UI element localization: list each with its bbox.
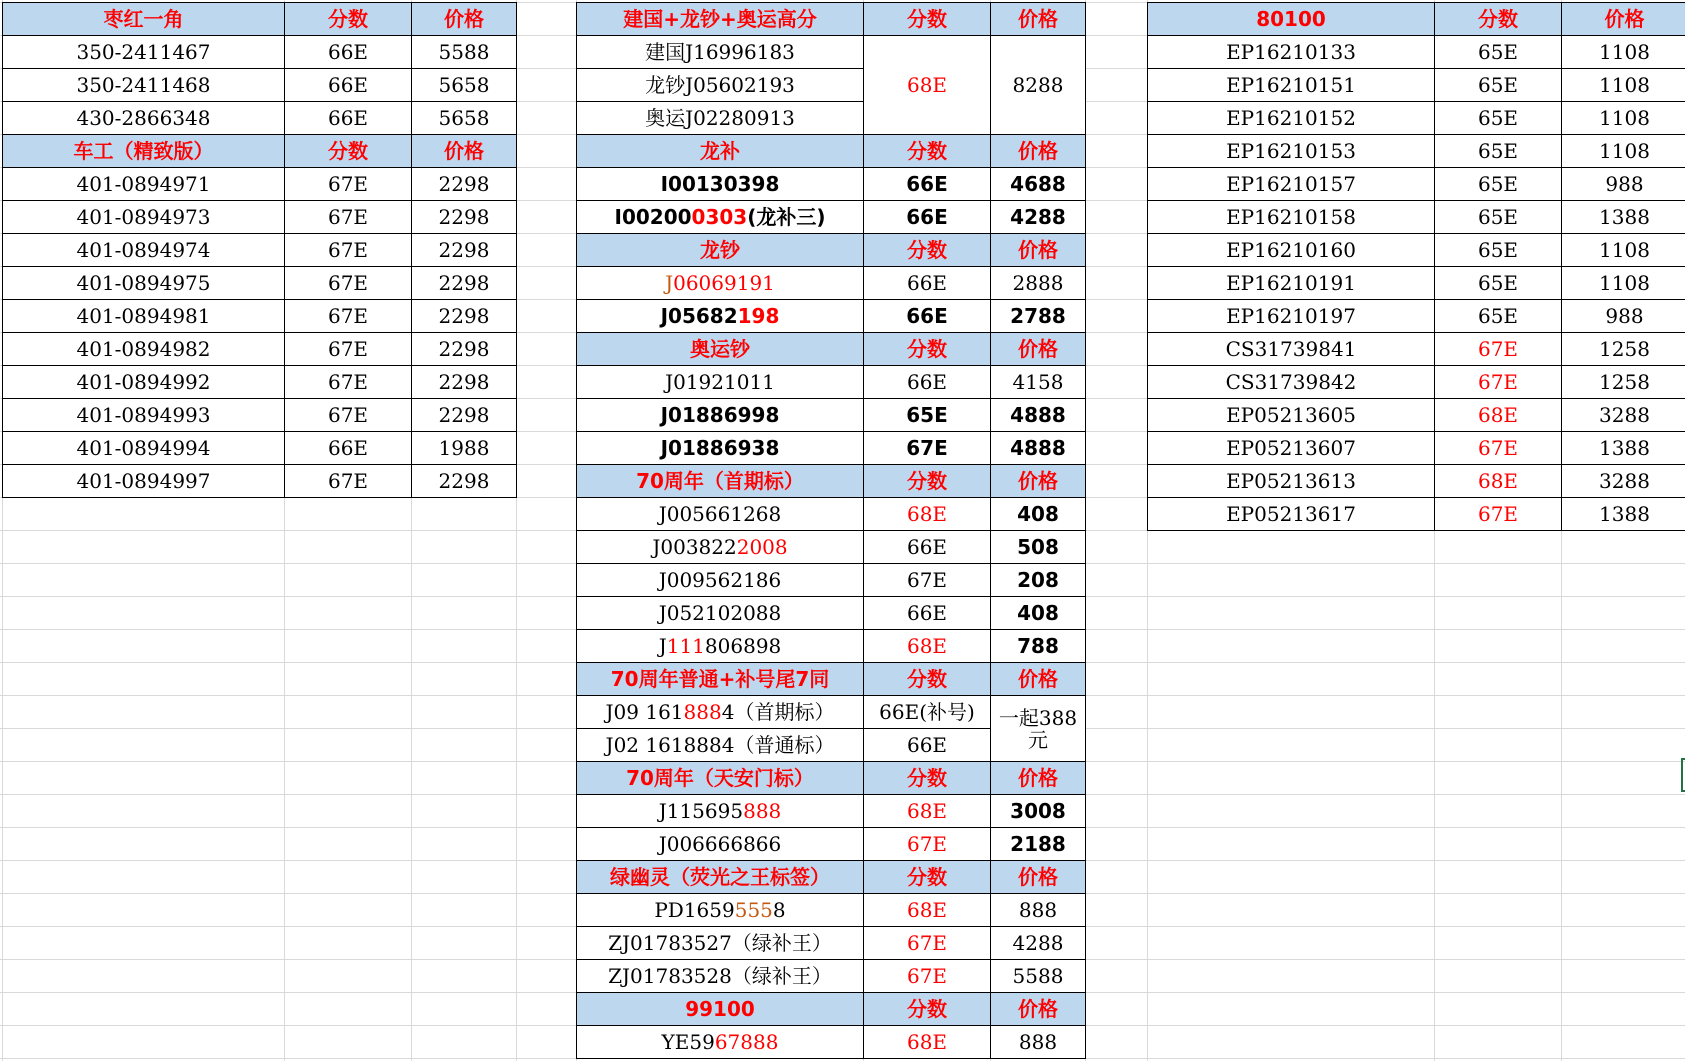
serial-number-cell[interactable]: 401-0894993: [3, 399, 285, 432]
grade-cell[interactable]: 66E(补号): [864, 696, 991, 729]
serial-number-cell[interactable]: [577, 267, 864, 300]
table-row: [1148, 69, 1685, 102]
table-row: [577, 498, 1086, 531]
table-row: [577, 828, 1086, 861]
price-header[interactable]: 价格: [991, 135, 1086, 168]
price-header[interactable]: 价格: [991, 465, 1086, 498]
price-cell[interactable]: 2298: [412, 234, 517, 267]
text-segment: 2008: [736, 535, 788, 559]
grade-cell[interactable]: 66E: [864, 366, 991, 399]
serial-number-cell[interactable]: 430-2866348: [3, 102, 285, 135]
grade-cell[interactable]: 67E: [285, 333, 412, 366]
text-segment: 67888: [714, 1030, 779, 1054]
score-header[interactable]: 分数: [864, 993, 991, 1026]
section-header-row: [577, 465, 1086, 498]
serial-number-cell[interactable]: EP05213607: [1148, 432, 1435, 465]
serial-number-cell[interactable]: EP16210152: [1148, 102, 1435, 135]
text-segment: I00200: [614, 205, 692, 229]
section-title[interactable]: 龙补: [577, 135, 864, 168]
grade-cell[interactable]: 66E: [864, 201, 991, 234]
serial-number-cell[interactable]: EP16210157: [1148, 168, 1435, 201]
serial-number-cell[interactable]: [577, 630, 864, 663]
table-row: [1148, 300, 1685, 333]
grade-cell[interactable]: 67E: [285, 168, 412, 201]
table-row: [3, 168, 517, 201]
grade-cell[interactable]: 67E: [285, 234, 412, 267]
price-header[interactable]: 价格: [1562, 3, 1685, 36]
price-cell[interactable]: 788: [991, 630, 1086, 663]
table-row: [1148, 399, 1685, 432]
price-cell[interactable]: 4888: [991, 432, 1086, 465]
price-header[interactable]: 价格: [991, 234, 1086, 267]
grade-cell[interactable]: 66E: [285, 36, 412, 69]
grade-cell[interactable]: 67E: [1435, 432, 1562, 465]
price-cell[interactable]: 1108: [1562, 69, 1685, 102]
grade-cell[interactable]: 67E: [285, 465, 412, 498]
grade-cell[interactable]: 67E: [1435, 333, 1562, 366]
grade-cell[interactable]: 67E: [864, 828, 991, 861]
price-cell[interactable]: 一起388元: [991, 696, 1086, 762]
price-cell[interactable]: 1108: [1562, 102, 1685, 135]
price-cell[interactable]: 4288: [991, 927, 1086, 960]
price-cell[interactable]: 4158: [991, 366, 1086, 399]
serial-number-cell[interactable]: EP05213605: [1148, 399, 1435, 432]
grade-cell[interactable]: 67E: [285, 201, 412, 234]
section-title[interactable]: 龙钞: [577, 234, 864, 267]
table-row: [577, 201, 1086, 234]
table-row: [3, 399, 517, 432]
serial-number-cell[interactable]: 401-0894973: [3, 201, 285, 234]
table-row: [577, 432, 1086, 465]
score-header[interactable]: 分数: [864, 135, 991, 168]
grade-cell[interactable]: 68E: [864, 498, 991, 531]
score-header[interactable]: 分数: [285, 135, 412, 168]
table-row: [577, 960, 1086, 993]
text-segment: 888: [743, 799, 782, 823]
serial-number-cell[interactable]: [577, 696, 864, 729]
section-header-row: [577, 762, 1086, 795]
table-row: [3, 234, 517, 267]
grade-cell[interactable]: 68E: [864, 630, 991, 663]
section-title[interactable]: 建国+龙钞+奥运高分: [577, 3, 864, 36]
grade-cell[interactable]: 65E: [1435, 201, 1562, 234]
section-title[interactable]: 绿幽灵（荧光之王标签）: [577, 861, 864, 894]
price-cell[interactable]: 988: [1562, 300, 1685, 333]
price-cell[interactable]: 1388: [1562, 498, 1685, 531]
grade-cell[interactable]: 65E: [1435, 267, 1562, 300]
serial-number-cell[interactable]: 401-0894971: [3, 168, 285, 201]
table-row: [577, 696, 1086, 729]
serial-number-cell[interactable]: J005661268: [577, 498, 864, 531]
score-header[interactable]: 分数: [1435, 3, 1562, 36]
price-cell[interactable]: 2298: [412, 267, 517, 300]
section-header-row: [577, 3, 1086, 36]
price-header[interactable]: 价格: [412, 3, 517, 36]
serial-number-cell[interactable]: 建国J16996183: [577, 36, 864, 69]
price-cell[interactable]: 408: [991, 597, 1086, 630]
serial-number-cell[interactable]: 401-0894992: [3, 366, 285, 399]
table-row: [3, 69, 517, 102]
section-header-row: [577, 663, 1086, 696]
grade-cell[interactable]: 65E: [1435, 168, 1562, 201]
serial-number-cell[interactable]: 350-2411467: [3, 36, 285, 69]
price-cell[interactable]: 1108: [1562, 267, 1685, 300]
table-row: [3, 465, 517, 498]
price-cell[interactable]: 1388: [1562, 201, 1685, 234]
table-row: [577, 630, 1086, 663]
text-segment: 8: [772, 898, 786, 922]
table-row: [577, 531, 1086, 564]
serial-number-cell[interactable]: EP05213617: [1148, 498, 1435, 531]
price-cell[interactable]: 2298: [412, 300, 517, 333]
text-segment: 4（首期标）: [721, 700, 835, 724]
grade-cell[interactable]: 67E: [864, 432, 991, 465]
grade-cell[interactable]: 67E: [285, 366, 412, 399]
section-header-row: [577, 861, 1086, 894]
serial-number-cell[interactable]: 401-0894975: [3, 267, 285, 300]
serial-number-cell[interactable]: EP05213613: [1148, 465, 1435, 498]
table-zaohong-chegong: [2, 2, 517, 498]
serial-number-cell[interactable]: EP16210151: [1148, 69, 1435, 102]
grade-cell[interactable]: 67E: [285, 399, 412, 432]
text-segment: 111: [666, 634, 705, 658]
table-row: [3, 201, 517, 234]
price-cell[interactable]: 1108: [1562, 234, 1685, 267]
serial-number-cell[interactable]: CS31739841: [1148, 333, 1435, 366]
score-header[interactable]: 分数: [864, 663, 991, 696]
price-header[interactable]: 价格: [412, 135, 517, 168]
price-cell[interactable]: 2298: [412, 333, 517, 366]
grade-cell[interactable]: 65E: [1435, 234, 1562, 267]
serial-number-cell[interactable]: [577, 531, 864, 564]
price-cell[interactable]: 2298: [412, 366, 517, 399]
serial-number-cell[interactable]: J01886938: [577, 432, 864, 465]
table-row: [577, 1026, 1086, 1059]
selected-cell-edge[interactable]: [1681, 758, 1685, 792]
text-segment: 888: [683, 700, 722, 724]
serial-number-cell[interactable]: EP16210158: [1148, 201, 1435, 234]
serial-number-cell[interactable]: 350-2411468: [3, 69, 285, 102]
price-cell[interactable]: 2298: [412, 465, 517, 498]
table-row: [1148, 465, 1685, 498]
serial-number-cell[interactable]: 奥运J02280913: [577, 102, 864, 135]
price-cell[interactable]: 8288: [991, 36, 1086, 135]
text-segment: PD1659: [654, 898, 735, 922]
section-title[interactable]: 70周年（首期标）: [577, 465, 864, 498]
grade-cell[interactable]: 68E: [864, 36, 991, 135]
price-cell[interactable]: 5588: [991, 960, 1086, 993]
price-cell[interactable]: 208: [991, 564, 1086, 597]
table-row: [3, 300, 517, 333]
text-segment: YE59: [661, 1030, 715, 1054]
grade-cell[interactable]: 65E: [1435, 300, 1562, 333]
section-header-row: [577, 135, 1086, 168]
grade-cell[interactable]: 66E: [864, 267, 991, 300]
text-segment: J: [665, 271, 674, 295]
serial-number-cell[interactable]: J006666866: [577, 828, 864, 861]
grade-cell[interactable]: 66E: [285, 432, 412, 465]
price-cell[interactable]: 1108: [1562, 135, 1685, 168]
price-header[interactable]: 价格: [991, 333, 1086, 366]
section-header-row: [3, 3, 517, 36]
grade-cell[interactable]: 67E: [285, 267, 412, 300]
price-cell[interactable]: 5658: [412, 69, 517, 102]
price-cell[interactable]: 2788: [991, 300, 1086, 333]
serial-number-cell[interactable]: 龙钞J05602193: [577, 69, 864, 102]
table-row: [1148, 432, 1685, 465]
score-header[interactable]: 分数: [864, 762, 991, 795]
serial-number-cell[interactable]: ZJ01783528（绿补王）: [577, 960, 864, 993]
grade-cell[interactable]: 67E: [1435, 498, 1562, 531]
table-row: [3, 432, 517, 465]
table-row: [3, 36, 517, 69]
text-segment: J115695: [658, 799, 744, 823]
text-segment: (龙补三): [747, 205, 826, 229]
price-cell[interactable]: 3288: [1562, 465, 1685, 498]
section-title[interactable]: 车工（精致版）: [3, 135, 285, 168]
price-cell[interactable]: 2298: [412, 168, 517, 201]
table-row: [577, 927, 1086, 960]
price-cell[interactable]: 4688: [991, 168, 1086, 201]
grade-cell[interactable]: 66E: [864, 300, 991, 333]
price-cell[interactable]: 4288: [991, 201, 1086, 234]
serial-number-cell[interactable]: J009562186: [577, 564, 864, 597]
serial-number-cell[interactable]: 401-0894997: [3, 465, 285, 498]
grade-cell[interactable]: 68E: [864, 795, 991, 828]
text-segment: J: [658, 634, 667, 658]
price-cell[interactable]: 5658: [412, 102, 517, 135]
text-segment: 0303: [691, 205, 748, 229]
text-segment: 806898: [704, 634, 782, 658]
table-commemorative-notes: [576, 2, 1086, 1059]
serial-number-cell[interactable]: [577, 300, 864, 333]
score-header[interactable]: 分数: [864, 3, 991, 36]
serial-number-cell[interactable]: EP16210160: [1148, 234, 1435, 267]
price-cell[interactable]: 408: [991, 498, 1086, 531]
serial-number-cell[interactable]: J01921011: [577, 366, 864, 399]
serial-number-cell[interactable]: 401-0894981: [3, 300, 285, 333]
price-header[interactable]: 价格: [991, 762, 1086, 795]
serial-number-cell[interactable]: [577, 894, 864, 927]
grade-cell[interactable]: 67E: [864, 960, 991, 993]
grade-cell[interactable]: 66E: [864, 168, 991, 201]
text-segment: J003822: [652, 535, 737, 559]
grade-cell[interactable]: 68E: [864, 894, 991, 927]
section-title[interactable]: 奥运钞: [577, 333, 864, 366]
price-header[interactable]: 价格: [991, 861, 1086, 894]
score-header[interactable]: 分数: [864, 861, 991, 894]
price-cell[interactable]: 4888: [991, 399, 1086, 432]
text-segment: J05682: [660, 304, 738, 328]
serial-number-cell[interactable]: 401-0894982: [3, 333, 285, 366]
price-cell[interactable]: 3288: [1562, 399, 1685, 432]
price-cell[interactable]: 888: [991, 1026, 1086, 1059]
table-row: [577, 597, 1086, 630]
serial-number-cell[interactable]: J052102088: [577, 597, 864, 630]
table-row: [3, 366, 517, 399]
table-row: [1148, 135, 1685, 168]
text-segment: 06069191: [673, 271, 775, 295]
grade-cell[interactable]: 67E: [864, 564, 991, 597]
price-cell[interactable]: 3008: [991, 795, 1086, 828]
serial-number-cell[interactable]: CS31739842: [1148, 366, 1435, 399]
price-cell[interactable]: 5588: [412, 36, 517, 69]
grade-cell[interactable]: 66E: [285, 69, 412, 102]
section-header-row: [577, 333, 1086, 366]
section-header-row: [577, 234, 1086, 267]
section-title[interactable]: 枣红一角: [3, 3, 285, 36]
price-cell[interactable]: 2298: [412, 201, 517, 234]
table-80100: [1147, 2, 1685, 531]
serial-number-cell[interactable]: EP16210197: [1148, 300, 1435, 333]
section-title[interactable]: 80100: [1148, 3, 1435, 36]
table-row: [3, 333, 517, 366]
price-header[interactable]: 价格: [991, 3, 1086, 36]
section-title[interactable]: 70周年普通+补号尾7同: [577, 663, 864, 696]
price-cell[interactable]: 988: [1562, 168, 1685, 201]
serial-number-cell[interactable]: J02 1618884（普通标）: [577, 729, 864, 762]
text-segment: J09 161: [605, 700, 684, 724]
table-row: [1148, 333, 1685, 366]
grade-cell[interactable]: 65E: [1435, 36, 1562, 69]
serial-number-cell[interactable]: EP16210153: [1148, 135, 1435, 168]
serial-number-cell[interactable]: J01886998: [577, 399, 864, 432]
grade-cell[interactable]: 65E: [864, 399, 991, 432]
table-row: [1148, 168, 1685, 201]
price-cell[interactable]: 1258: [1562, 333, 1685, 366]
grade-cell[interactable]: 65E: [1435, 135, 1562, 168]
section-title[interactable]: 99100: [577, 993, 864, 1026]
table-row: [1148, 201, 1685, 234]
serial-number-cell[interactable]: EP16210133: [1148, 36, 1435, 69]
serial-number-cell[interactable]: ZJ01783527（绿补王）: [577, 927, 864, 960]
table-row: [577, 36, 1086, 69]
serial-number-cell[interactable]: 401-0894974: [3, 234, 285, 267]
price-cell[interactable]: 1388: [1562, 432, 1685, 465]
table-row: [577, 399, 1086, 432]
price-cell[interactable]: 1108: [1562, 36, 1685, 69]
price-cell[interactable]: 1258: [1562, 366, 1685, 399]
serial-number-cell[interactable]: [577, 201, 864, 234]
section-header-row: [577, 993, 1086, 1026]
section-title[interactable]: 70周年（天安门标）: [577, 762, 864, 795]
price-header[interactable]: 价格: [991, 993, 1086, 1026]
grade-cell[interactable]: 68E: [864, 1026, 991, 1059]
grade-cell[interactable]: 66E: [864, 729, 991, 762]
score-header[interactable]: 分数: [864, 465, 991, 498]
grade-cell[interactable]: 67E: [864, 927, 991, 960]
grade-cell[interactable]: 68E: [1435, 465, 1562, 498]
table-row: [1148, 234, 1685, 267]
price-cell[interactable]: 1988: [412, 432, 517, 465]
grade-cell[interactable]: 67E: [1435, 366, 1562, 399]
price-cell[interactable]: 888: [991, 894, 1086, 927]
serial-number-cell[interactable]: EP16210191: [1148, 267, 1435, 300]
grade-cell[interactable]: 68E: [1435, 399, 1562, 432]
table-row: [577, 564, 1086, 597]
serial-number-cell[interactable]: [577, 1026, 864, 1059]
grade-cell[interactable]: 67E: [285, 300, 412, 333]
price-cell[interactable]: 508: [991, 531, 1086, 564]
serial-number-cell[interactable]: [577, 795, 864, 828]
table-row: [1148, 102, 1685, 135]
text-segment: 555: [734, 898, 773, 922]
price-header[interactable]: 价格: [991, 663, 1086, 696]
text-segment: 198: [737, 304, 780, 328]
table-row: [577, 894, 1086, 927]
section-header-row: [3, 135, 517, 168]
price-cell[interactable]: 2188: [991, 828, 1086, 861]
grade-cell[interactable]: 66E: [864, 531, 991, 564]
grade-cell[interactable]: 65E: [1435, 69, 1562, 102]
table-row: [1148, 366, 1685, 399]
table-row: [577, 267, 1086, 300]
table-row: [577, 366, 1086, 399]
table-row: [3, 102, 517, 135]
score-header[interactable]: 分数: [864, 333, 991, 366]
price-cell[interactable]: 2298: [412, 399, 517, 432]
serial-number-cell[interactable]: I00130398: [577, 168, 864, 201]
table-row: [577, 795, 1086, 828]
grade-cell[interactable]: 65E: [1435, 102, 1562, 135]
score-header[interactable]: 分数: [285, 3, 412, 36]
table-row: [1148, 498, 1685, 531]
table-row: [577, 300, 1086, 333]
section-header-row: [1148, 3, 1685, 36]
table-row: [577, 168, 1086, 201]
price-cell[interactable]: 2888: [991, 267, 1086, 300]
table-row: [1148, 267, 1685, 300]
table-row: [1148, 36, 1685, 69]
table-row: [3, 267, 517, 300]
serial-number-cell[interactable]: 401-0894994: [3, 432, 285, 465]
score-header[interactable]: 分数: [864, 234, 991, 267]
grade-cell[interactable]: 66E: [864, 597, 991, 630]
grade-cell[interactable]: 66E: [285, 102, 412, 135]
